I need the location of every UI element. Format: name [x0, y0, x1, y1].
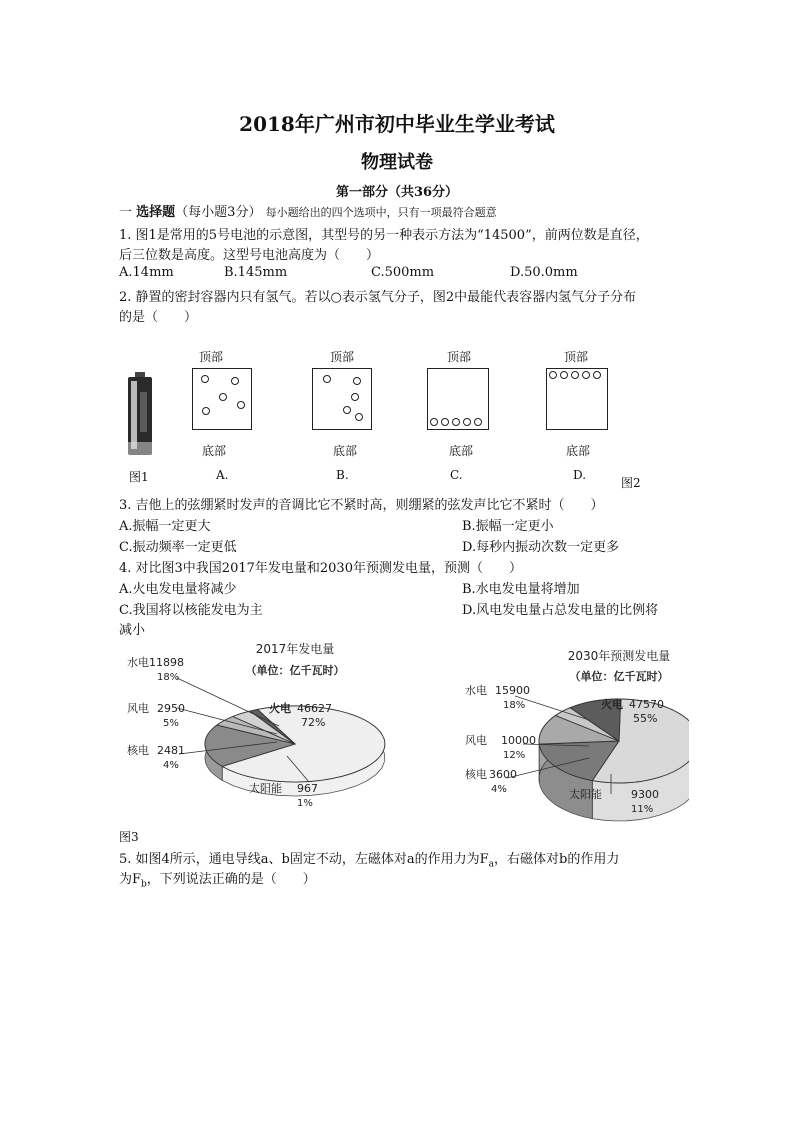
molecule: [582, 371, 590, 379]
molecule: [231, 377, 239, 385]
category-label: 核电: [127, 744, 149, 757]
molecule: [201, 375, 209, 383]
category-label: 水电: [127, 656, 149, 669]
percent-label: 12%: [503, 750, 526, 761]
exam-title: 2018年广州市初中毕业生学业考试: [239, 112, 555, 136]
q4-option-b: B.水电发电量将增加: [462, 582, 580, 597]
part-heading: 第一部分（共36分）: [335, 185, 459, 200]
container-d: [546, 368, 608, 430]
q1-stem-line1: 1. 图1是常用的5号电池的示意图，其型号的另一种表示方法为“14500”，前两位数是直径，: [119, 228, 649, 243]
q4-option-a: A.火电发电量将减少: [119, 582, 237, 597]
box-d-letter: D.: [573, 468, 587, 482]
exam-subject: 物理试卷: [361, 152, 433, 173]
fig1-label: 图1: [129, 470, 149, 484]
subscript-a: a: [488, 859, 495, 870]
q2-stem-line2: 的是（ ）: [119, 310, 198, 325]
q5-text: ，右磁体对b的作用力: [494, 852, 620, 867]
pie-chart-2017: [127, 641, 385, 809]
category-label: 核电: [465, 768, 487, 781]
subscript-b: b: [141, 879, 147, 890]
percent-label: 18%: [503, 700, 526, 711]
category-label: 火电: [601, 698, 623, 711]
percent-label: 4%: [491, 784, 507, 795]
molecule: [430, 418, 438, 426]
q4-option-c: C.我国将以核能发电为主: [119, 603, 263, 618]
pie-chart-2030: [465, 648, 689, 821]
percent-label: 5%: [163, 718, 179, 729]
fig2-label: 图2: [621, 476, 641, 490]
section-prefix: 一: [119, 205, 133, 220]
value-label: 3600: [489, 768, 517, 781]
q1-option-b: B.145mm: [224, 265, 288, 280]
value-label: 10000: [501, 734, 536, 747]
molecule: [452, 418, 460, 426]
category-label: 风电: [127, 702, 149, 715]
molecule: [549, 371, 557, 379]
fig3-label: 图3: [119, 830, 139, 844]
q5-text: ，下列说法正确的是（ ）: [146, 872, 316, 887]
molecule: [323, 375, 331, 383]
q4-option-d: D.风电发电量占总发电量的比例将: [462, 603, 659, 618]
section-title: 选择题: [136, 205, 176, 220]
section-heading: [119, 201, 497, 220]
box-c-top-label: 顶部: [447, 350, 472, 364]
chart-2030-subtitle: （单位：亿千瓦时）: [569, 670, 669, 683]
category-label: 太阳能: [249, 782, 282, 795]
section-note: 每小题给出的四个选项中，只有一项最符合题意: [265, 206, 497, 219]
percent-label: 18%: [157, 672, 180, 683]
q3-option-b: B.振幅一定更小: [462, 519, 554, 534]
box-b-bottom-label: 底部: [333, 444, 358, 458]
fig3-pie-charts: [119, 636, 689, 826]
q5-stem-line2: [119, 868, 316, 890]
box-b-top-label: 顶部: [330, 350, 355, 364]
molecule: [237, 401, 245, 409]
category-label: 风电: [465, 734, 487, 747]
chart-2030-title: 2030年预测发电量: [567, 649, 671, 663]
q3-option-d: D.每秒内振动次数一定更多: [462, 540, 620, 555]
molecule: [219, 393, 227, 401]
category-label: 水电: [465, 684, 487, 697]
q5-text: 为F: [119, 872, 142, 887]
category-label: 太阳能: [569, 788, 602, 801]
box-c-bottom-label: 底部: [449, 444, 474, 458]
value-label: 9300: [631, 788, 659, 801]
section-points: （每小题3分）: [175, 205, 262, 220]
box-a-bottom-label: 底部: [202, 444, 227, 458]
value-label: 46627: [297, 702, 332, 715]
q1-option-a: A.14mm: [119, 265, 174, 280]
box-a-top-label: 顶部: [199, 350, 224, 364]
category-label: 火电: [269, 702, 291, 715]
molecule: [343, 406, 351, 414]
battery-illustration: [126, 372, 156, 457]
value-label: 967: [297, 782, 318, 795]
molecule: [355, 413, 363, 421]
q5-stem-line1: [119, 848, 619, 870]
value-label: 2950: [157, 702, 185, 715]
value-label: 2481: [157, 744, 185, 757]
percent-label: 72%: [301, 716, 326, 729]
molecule: [202, 407, 210, 415]
container-a: [192, 368, 252, 430]
container-b: [312, 368, 372, 430]
molecule: [593, 371, 601, 379]
box-d-bottom-label: 底部: [566, 444, 591, 458]
molecule: [560, 371, 568, 379]
q3-option-a: A.振幅一定更大: [119, 519, 211, 534]
molecule: [463, 418, 471, 426]
percent-label: 4%: [163, 760, 179, 771]
percent-label: 55%: [633, 712, 658, 725]
chart-2017-title: 2017年发电量: [255, 642, 335, 656]
chart-2017-subtitle: （单位：亿千瓦时）: [245, 664, 345, 677]
box-c-letter: C.: [450, 468, 463, 482]
molecule: [441, 418, 449, 426]
q5-text: 5. 如图4所示，通电导线a、b固定不动，左磁体对a的作用力为F: [119, 852, 489, 867]
box-a-letter: A.: [216, 468, 229, 482]
value-label: 47570: [629, 698, 664, 711]
value-label: 11898: [149, 656, 184, 669]
molecule: [353, 377, 361, 385]
molecule: [571, 371, 579, 379]
q4-stem: 4. 对比图3中我国2017年发电量和2030年预测发电量，预测（ ）: [119, 561, 522, 576]
box-d-top-label: 顶部: [564, 350, 589, 364]
q1-option-d: D.50.0mm: [510, 265, 578, 280]
q1-option-c: C.500mm: [371, 265, 435, 280]
container-c: [427, 368, 489, 430]
value-label: 15900: [495, 684, 530, 697]
molecule: [474, 418, 482, 426]
q3-stem: 3. 吉他上的弦绷紧时发声的音调比它不紧时高，则绷紧的弦发声比它不紧时（ ）: [119, 498, 604, 513]
percent-label: 1%: [297, 798, 313, 809]
q3-option-c: C.振动频率一定更低: [119, 540, 237, 555]
percent-label: 11%: [631, 804, 654, 815]
molecule: [351, 393, 359, 401]
q2-stem-line1: 2. 静置的密封容器内只有氢气。若以○表示氢气分子，图2中最能代表容器内氢气分子分布: [119, 290, 637, 305]
q4-option-d-continued: 减小: [119, 623, 146, 638]
q1-stem-line2: 后三位数是高度。这型号电池高度为（ ）: [119, 248, 380, 263]
box-b-letter: B.: [336, 468, 349, 482]
